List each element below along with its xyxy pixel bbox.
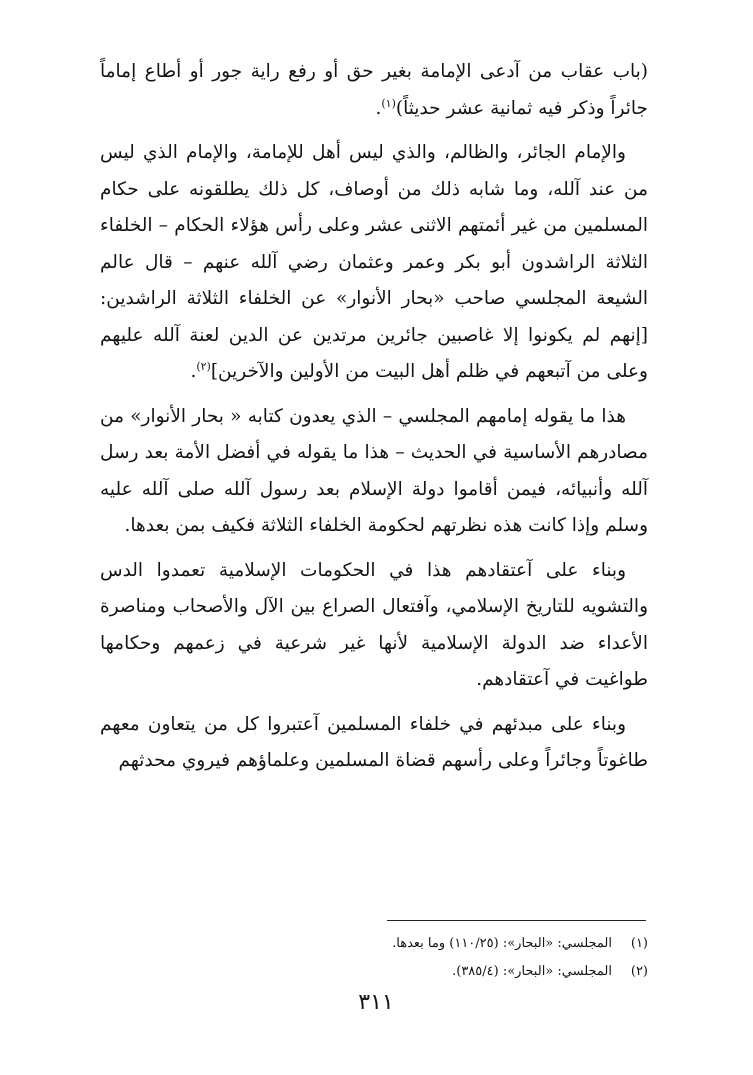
paragraph-text: وبناء على مبدئهم في خلفاء المسلمين آعتبروا كل من يتعاون معهم طاغوتاً وجائراً وعلى رأسهم قضاة المسلمين وعلماؤهم فيروي محدثهم	[100, 713, 648, 771]
paragraph-2	[100, 135, 648, 391]
paragraph-4	[100, 553, 648, 699]
page-number: ٣١١	[358, 990, 394, 1015]
footnote-ref-1[interactable]: (١)	[381, 96, 396, 110]
paragraph-chapter-heading	[100, 54, 648, 127]
footnote-2	[100, 958, 648, 986]
paragraph-tail: .	[375, 97, 382, 119]
footnote-text: المجلسي: «البحار»: (١١٠/٢٥) وما بعدها.	[392, 936, 612, 951]
paragraph-text: والإمام الجائر، والظالم، والذي ليس أهل للإمامة، والإمام الذي ليس من عند آلله، وما شابه ذلك من أوصاف، كل ذلك يطلقونه على حكام المسلمين من غير أئمتهم الاثنى عشر وعلى رأس هؤلاء الحكام – الخلفاء الثلاثة الراشدون أبو بكر وعمر وعثمان رضي آلله عنهم – قال عالم الشيعة المجلسي صاحب «بحار الأنوار» عن الخلفاء الثلاثة الراشدين: [إنهم لم يكونوا إلا غاصبين جائرين مرتدين عن الدين لعنة آلله عليهم وعلى من آتبعهم في ظلم أهل البيت من الأولين والآخرين]	[100, 142, 648, 382]
footnote-number: (٢)	[630, 964, 648, 979]
footnote-ref-2[interactable]: (٢)	[196, 359, 211, 373]
footnotes	[100, 930, 648, 986]
footnote-1	[100, 930, 648, 958]
footnote-separator	[387, 920, 646, 921]
paragraph-text: (باب عقاب من آدعى الإمامة بغير حق أو رفع راية جور أو أطاع إماماً جائراً وذكر فيه ثمانية عشر حديثاً)	[100, 61, 648, 119]
footnote-number: (١)	[630, 936, 648, 951]
paragraph-tail: .	[190, 361, 197, 382]
paragraph-5	[100, 707, 648, 780]
paragraph-text: وبناء على آعتقادهم هذا في الحكومات الإسلامية تعمدوا الدس والتشويه للتاريخ الإسلامي، وآفتعال الصراع بين الآل والأصحاب ومناصرة الأعداء ضد الدولة الإسلامية لأنها غير شرعية في زعمهم وحكامها طواغيت في آعتقادهم.	[100, 559, 648, 690]
paragraph-3	[100, 399, 648, 545]
paragraph-text: هذا ما يقوله إمامهم المجلسي – الذي يعدون كتابه « بحار الأنوار» من مصادرهم الأساسية في الحديث – هذا ما يقوله في أفضل الأمة بعد رسل آلله وأنبيائه، فيمن أقاموا دولة الإسلام بعد رسول آلله صلى آلله عليه وسلم وإذا كانت هذه نظرتهم لحكومة الخلفاء الثلاثة فكيف بمن بعدها.	[100, 405, 648, 536]
main-text	[100, 54, 648, 788]
footnote-text: المجلسي: «البحار»: (٣٨٥/٤).	[452, 964, 612, 979]
